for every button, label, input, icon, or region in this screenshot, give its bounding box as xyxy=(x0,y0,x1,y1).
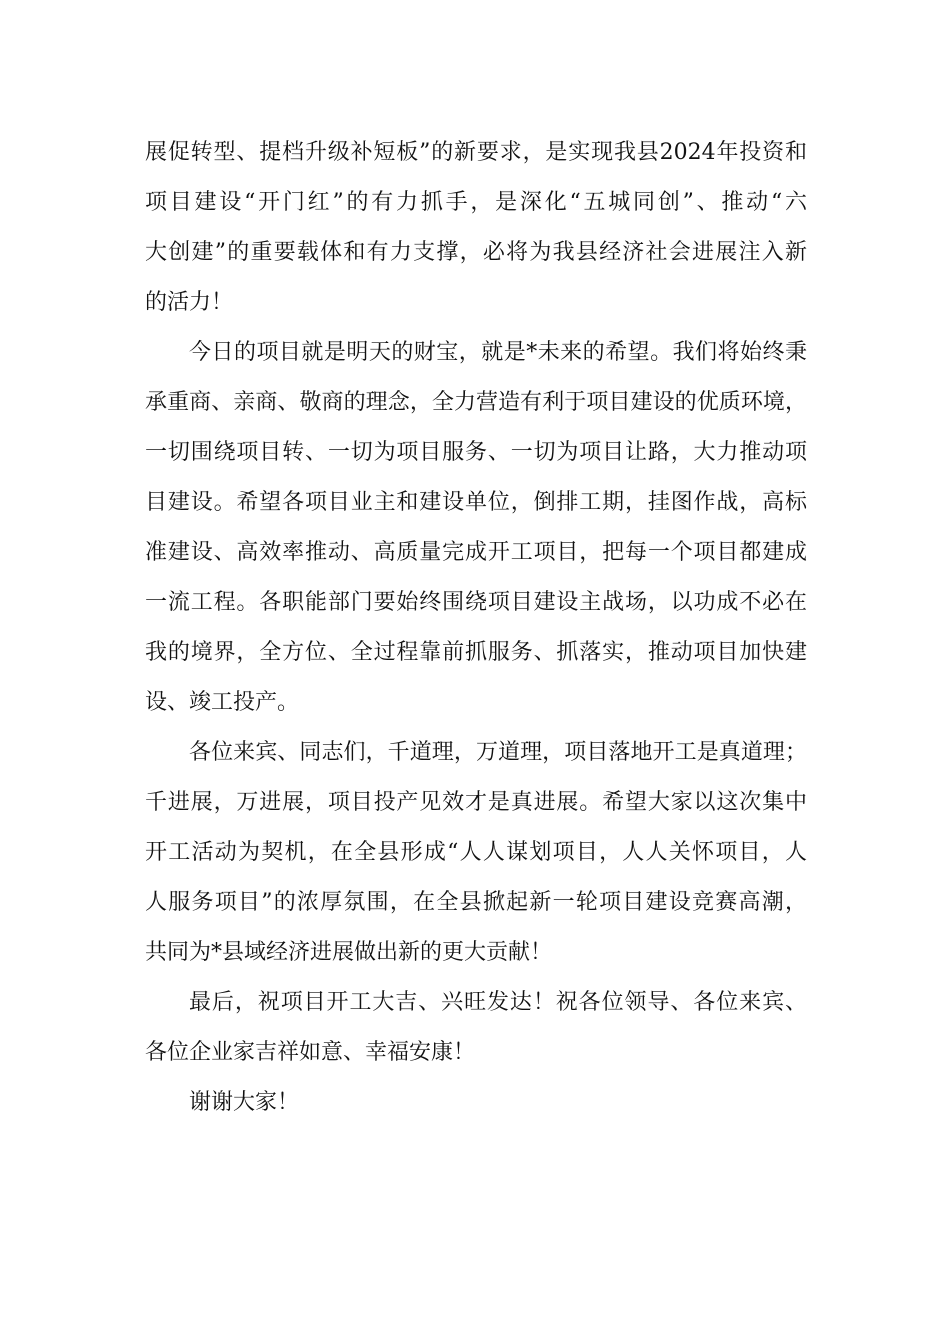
text-line: 准建设、高效率推动、高质量完成开工项目，把每一个项目都建成 xyxy=(145,540,807,565)
text-line: 人服务项目”的浓厚氛围，在全县掀起新一轮项目建设竞赛高潮， xyxy=(145,890,807,915)
text-line: 大创建”的重要载体和有力支撑，必将为我县经济社会进展注入新 xyxy=(145,240,807,265)
text-line: 展促转型、提档升级补短板”的新要求，是实现我县2024年投资和 xyxy=(145,140,807,165)
text-line: 一流工程。各职能部门要始终围绕项目建设主战场，以功成不必在 xyxy=(145,590,807,615)
text-line: 各位企业家吉祥如意、幸福安康！ xyxy=(145,1040,476,1065)
text-line: 各位来宾、同志们，千道理，万道理，项目落地开工是真道理； xyxy=(189,740,807,765)
text-line: 承重商、亲商、敬商的理念，全力营造有利于项目建设的优质环境， xyxy=(145,390,807,415)
paragraph-4 xyxy=(145,978,807,1078)
text-line: 谢谢大家！ xyxy=(189,1090,300,1115)
text-line: 我的境界，全方位、全过程靠前抓服务、抓落实，推动项目加快建 xyxy=(145,640,807,665)
text-line: 千进展，万进展，项目投产见效才是真进展。希望大家以这次集中 xyxy=(145,790,807,815)
text-line: 一切围绕项目转、一切为项目服务、一切为项目让路，大力推动项 xyxy=(145,440,807,465)
text-line: 的活力！ xyxy=(145,290,234,315)
paragraph-5 xyxy=(145,1078,807,1128)
paragraph-3 xyxy=(145,728,807,978)
text-line: 设、竣工投产。 xyxy=(145,690,300,715)
text-line: 项目建设“开门红”的有力抓手，是深化“五城同创”、推动“六 xyxy=(145,190,807,215)
text-line: 最后，祝项目开工大吉、兴旺发达！祝各位领导、各位来宾、 xyxy=(189,990,807,1015)
paragraph-1 xyxy=(145,128,807,328)
text-line: 共同为*县域经济进展做出新的更大贡献！ xyxy=(145,940,553,965)
paragraph-2 xyxy=(145,328,807,728)
text-line: 目建设。希望各项目业主和建设单位，倒排工期，挂图作战，高标 xyxy=(145,490,807,515)
text-line: 今日的项目就是明天的财宝，就是*未来的希望。我们将始终秉 xyxy=(189,340,807,365)
text-line: 开工活动为契机，在全县形成“人人谋划项目，人人关怀项目，人 xyxy=(145,840,807,865)
document-body xyxy=(145,128,807,1128)
